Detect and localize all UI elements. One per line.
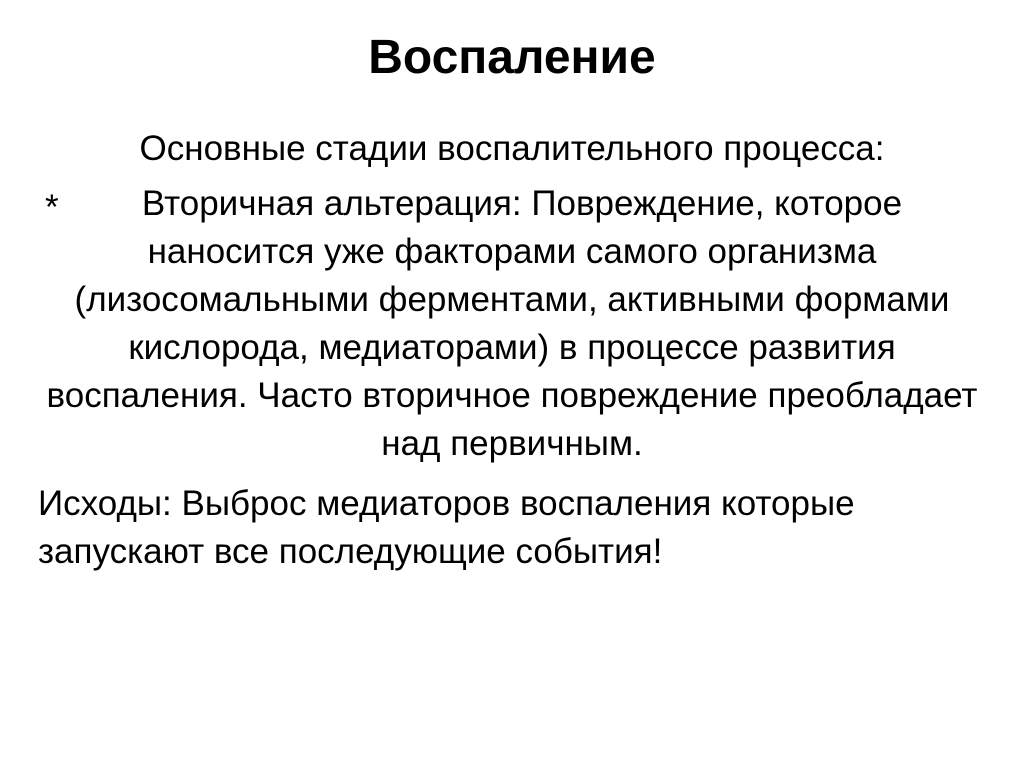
bullet-item [40, 180, 984, 468]
bullet-marker: * [45, 188, 59, 227]
outcomes-text: Исходы: Выброс медиаторов воспаления которые запускают все последующие события! [38, 484, 855, 571]
slide-subtitle: Основные стадии воспалительного процесса: [139, 129, 885, 168]
bullet-text: Вторичная альтерация: Повреждение, которое наносится уже факторами самого организма (лизосомальными ферментами, активными формами кислорода, медиаторами) в процессе развития воспаления. Часто вторичное повреждение преобладает над первичным. [46, 184, 978, 463]
slide-title: Воспаление [368, 31, 656, 84]
